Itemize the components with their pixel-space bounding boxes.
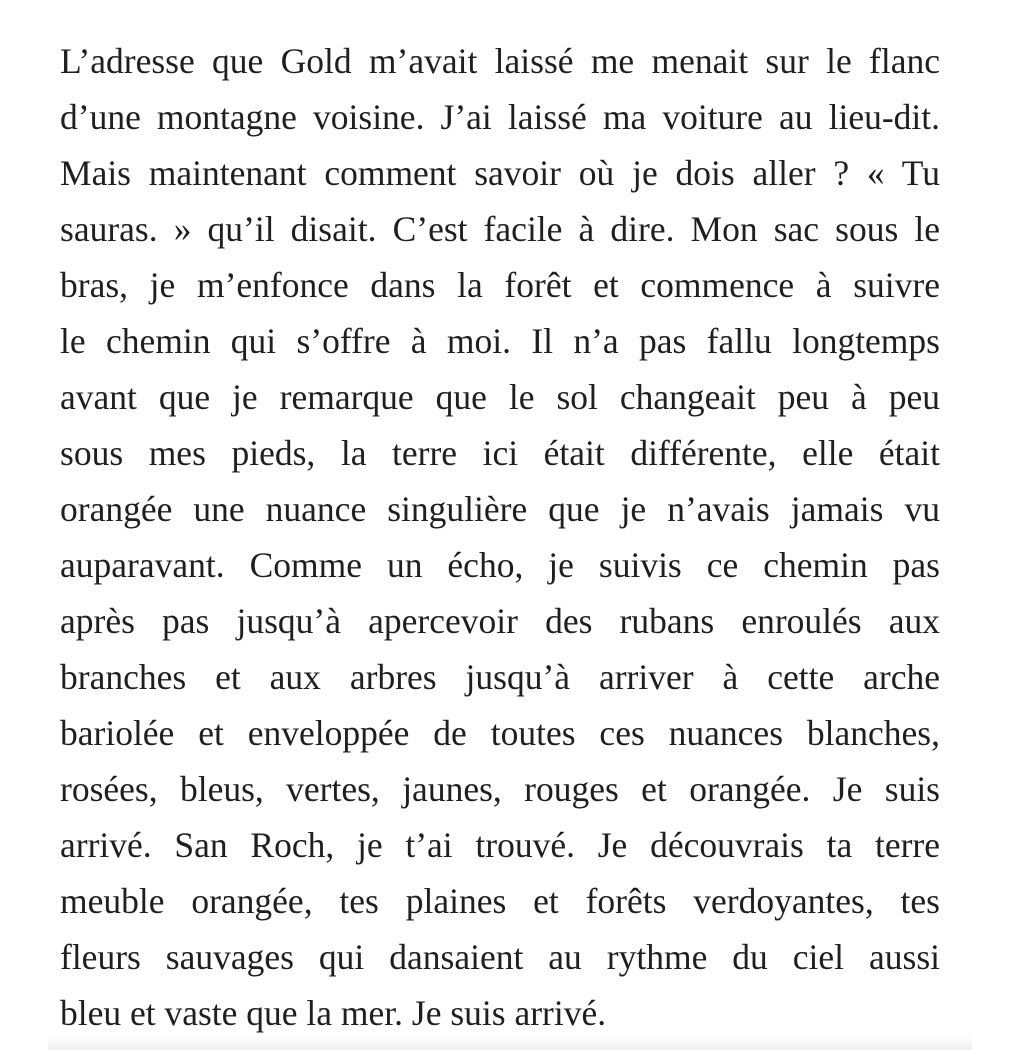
paragraph-line: bras, je m’enfonce dans la forêt et commence à suivre xyxy=(60,265,940,305)
paragraph-line: le chemin qui s’offre à moi. Il n’a pas fallu longtemps xyxy=(60,321,940,361)
bottom-edge-shade xyxy=(48,1036,972,1050)
paragraph-line: d’une montagne voisine. J’ai laissé ma voiture au lieu-dit. xyxy=(60,97,940,137)
paragraph-line: branches et aux arbres jusqu’à arriver à cette arche xyxy=(60,657,940,697)
body-paragraph xyxy=(60,33,940,1041)
paragraph-line: sous mes pieds, la terre ici était différente, elle était xyxy=(60,433,940,473)
paragraph-line: bleu et vaste que la mer. Je suis arrivé. xyxy=(60,993,607,1033)
paragraph-line: sauras. » qu’il disait. C’est facile à dire. Mon sac sous le xyxy=(60,209,940,249)
paragraph-line: fleurs sauvages qui dansaient au rythme du ciel aussi xyxy=(60,937,940,977)
paragraph-line: Mais maintenant comment savoir où je dois aller ? « Tu xyxy=(60,153,940,193)
paragraph-line: orangée une nuance singulière que je n’avais jamais vu xyxy=(60,489,940,529)
paragraph-line: meuble orangée, tes plaines et forêts verdoyantes, tes xyxy=(60,881,940,921)
paragraph-line: avant que je remarque que le sol changeait peu à peu xyxy=(60,377,940,417)
paragraph-line: L’adresse que Gold m’avait laissé me menait sur le flanc xyxy=(60,41,940,81)
paragraph-line: bariolée et enveloppée de toutes ces nuances blanches, xyxy=(60,713,940,753)
paragraph-line: auparavant. Comme un écho, je suivis ce chemin pas xyxy=(60,545,940,585)
paragraph-line: rosées, bleus, vertes, jaunes, rouges et orangée. Je suis xyxy=(60,769,940,809)
paragraph-line: après pas jusqu’à apercevoir des rubans enroulés aux xyxy=(60,601,940,641)
paragraph-line: arrivé. San Roch, je t’ai trouvé. Je découvrais ta terre xyxy=(60,825,940,865)
